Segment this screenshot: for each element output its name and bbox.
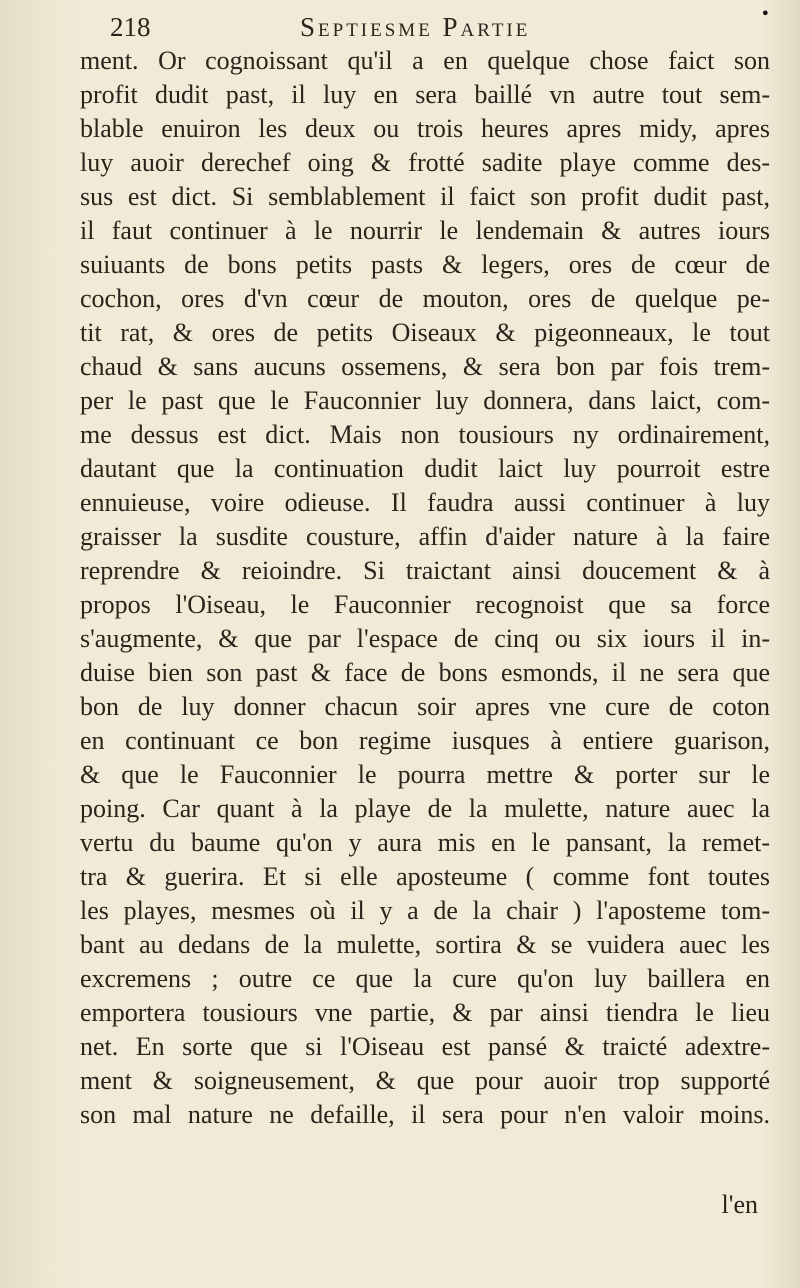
catchword: l'en	[721, 1190, 758, 1219]
page-number: 218	[110, 12, 151, 42]
text-line: emportera tousiours vne partie, & par ainsi tiendra le lieu	[80, 998, 770, 1027]
text-line: ment. Or cognoissant qu'il a en quelque chose faict son	[80, 46, 770, 75]
text-line: s'augmente, & que par l'espace de cinq ou six iours il in-	[80, 624, 770, 653]
text-line: & que le Fauconnier le pourra mettre & porter sur le	[80, 760, 770, 789]
text-line: poing. Car quant à la playe de la mulette, nature auec la	[80, 794, 770, 823]
text-line: graisser la susdite cousture, affin d'aider nature à la faire	[80, 522, 770, 551]
page-header	[110, 12, 770, 48]
text-line: reprendre & reioindre. Si traictant ainsi doucement & à	[80, 556, 770, 585]
text-line: ment & soigneusement, & que pour auoir trop supporté	[80, 1066, 770, 1095]
text-line: blable enuiron les deux ou trois heures apres midy, apres	[80, 114, 770, 143]
text-line: net. En sorte que si l'Oiseau est pansé & traicté adextre-	[80, 1032, 770, 1061]
text-line: profit dudit past, il luy en sera baillé vn autre tout sem-	[80, 80, 770, 109]
text-line: cochon, ores d'vn cœur de mouton, ores de quelque pe-	[80, 284, 770, 313]
text-line: bon de luy donner chacun soir apres vne cure de coton	[80, 692, 770, 721]
text-line: excremens ; outre ce que la cure qu'on luy baillera en	[80, 964, 770, 993]
text-line: il faut continuer à le nourrir le lendemain & autres iours	[80, 216, 770, 245]
text-line: ennuieuse, voire odieuse. Il faudra aussi continuer à luy	[80, 488, 770, 517]
text-line: chaud & sans aucuns ossemens, & sera bon par fois trem-	[80, 352, 770, 381]
text-line: son mal nature ne defaille, il sera pour n'en valoir moins.	[80, 1100, 770, 1129]
text-line: en continuant ce bon regime iusques à entiere guarison,	[80, 726, 770, 755]
text-line: propos l'Oiseau, le Fauconnier recognoist que sa force	[80, 590, 770, 619]
text-line: sus est dict. Si semblablement il faict son profit dudit past,	[80, 182, 770, 211]
text-line: duise bien son past & face de bons esmonds, il ne sera que	[80, 658, 770, 687]
text-line: me dessus est dict. Mais non tousiours ny ordinairement,	[80, 420, 770, 449]
text-line: luy auoir derechef oing & frotté sadite playe comme des-	[80, 148, 770, 177]
text-line: suiuants de bons petits pasts & legers, ores de cœur de	[80, 250, 770, 279]
text-line: les playes, mesmes où il y a de la chair ) l'aposteme tom-	[80, 896, 770, 925]
running-head: Septiesme Partie	[300, 12, 531, 42]
text-line: dautant que la continuation dudit laict luy pourroit estre	[80, 454, 770, 483]
page-gutter-shadow	[0, 0, 84, 1288]
text-line: tit rat, & ores de petits Oiseaux & pigeonneaux, le tout	[80, 318, 770, 347]
corner-mark: •	[760, 4, 770, 23]
text-line: tra & guerira. Et si elle aposteume ( comme font toutes	[80, 862, 770, 891]
text-line: per le past que le Fauconnier luy donnera, dans laict, com-	[80, 386, 770, 415]
body-text	[80, 44, 770, 1132]
text-line: bant au dedans de la mulette, sortira & se vuidera auec les	[80, 930, 770, 959]
text-line: vertu du baume qu'on y aura mis en le pansant, la remet-	[80, 828, 770, 857]
